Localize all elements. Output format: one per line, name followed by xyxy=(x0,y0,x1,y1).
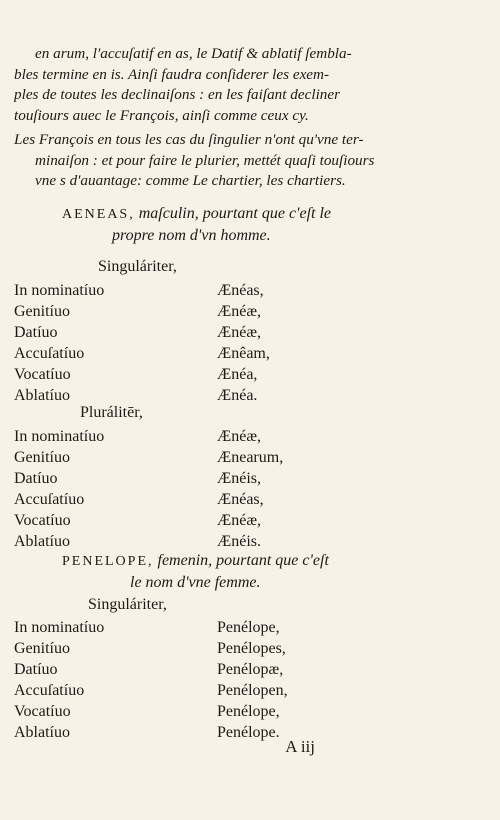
declension-row xyxy=(14,468,494,489)
case-name: Accuſatíuo xyxy=(14,491,85,508)
declension-row xyxy=(14,343,494,364)
case-name: Genitíuo xyxy=(14,303,70,320)
declension-row xyxy=(14,510,494,531)
case-form: Ænéæ, xyxy=(217,324,261,341)
penelope-heading-line2: le nom d'vne femme. xyxy=(130,574,261,591)
case-name: Genitíuo xyxy=(14,449,70,466)
case-form: Penélopen, xyxy=(217,682,288,699)
note-line: Les François en tous les cas du ſingulier n'ont qu'vne ter- xyxy=(14,131,364,148)
case-form: Ænêam, xyxy=(217,345,270,362)
case-form: Penélope. xyxy=(217,724,280,741)
case-name: Datíuo xyxy=(14,324,58,341)
intro-line: bles termine en is. Ainſi faudra conſiderer les exem- xyxy=(14,65,330,83)
case-form: Ænéa. xyxy=(217,387,258,404)
case-form: Penélopæ, xyxy=(217,661,284,678)
declension-row xyxy=(14,638,494,659)
case-name: In nominatíuo xyxy=(14,619,105,636)
case-form: Ænéis. xyxy=(217,533,261,550)
intro-line: en arum, l'accuſatif en as, le Datif & ablatif ſembla- xyxy=(35,45,352,62)
case-name: Vocatíuo xyxy=(14,366,71,383)
aeneas-heading-line2: propre nom d'vn homme. xyxy=(112,227,271,244)
case-form: Ænéa, xyxy=(217,366,258,383)
case-name: Ablatíuo xyxy=(14,533,70,550)
penelope-singular-label: Singuláriter, xyxy=(88,596,167,613)
declension-row xyxy=(14,701,494,722)
case-form: Ænéæ, xyxy=(217,428,261,445)
penelope-heading-text: femenin, pourtant que c'eſt xyxy=(157,552,329,569)
case-form: Ænéæ, xyxy=(217,512,261,529)
intro-line: ples de toutes les declinaiſons : en les faiſant decliner xyxy=(14,86,341,103)
case-name: Genitíuo xyxy=(14,640,70,657)
declension-row xyxy=(14,680,494,701)
note-line: minaiſon : et pour faire le plurier, mettét quaſi touſiours xyxy=(35,151,375,169)
case-name: Datíuo xyxy=(14,661,58,678)
case-name: Accuſatíuo xyxy=(14,345,85,362)
declension-row xyxy=(14,364,494,385)
declension-row xyxy=(14,301,494,322)
declension-row xyxy=(14,489,494,510)
case-form: Penélopes, xyxy=(217,640,286,657)
intro-line: touſiours auec le François, ainſi comme ceux cy. xyxy=(14,106,309,124)
intro-paragraph xyxy=(14,44,484,126)
case-form: Ænéas, xyxy=(217,282,264,299)
declension-row xyxy=(14,531,494,552)
declension-row xyxy=(14,447,494,468)
declension-row xyxy=(14,385,494,406)
case-name: Ablatíuo xyxy=(14,724,70,741)
note-line: vne s d'auantage: comme Le chartier, les chartiers. xyxy=(35,172,346,189)
case-form: Ænéas, xyxy=(217,491,264,508)
declension-row xyxy=(14,426,494,447)
case-form: Ænéæ, xyxy=(217,303,261,320)
aeneas-heading xyxy=(62,205,331,223)
case-form: Penélope, xyxy=(217,619,280,636)
case-form: Penélope, xyxy=(217,703,280,720)
declension-row xyxy=(14,280,494,301)
case-name: Vocatíuo xyxy=(14,703,71,720)
signature-mark: A iij xyxy=(285,737,315,756)
case-form: Ænearum, xyxy=(217,449,284,466)
declension-row xyxy=(14,659,494,680)
note-paragraph xyxy=(14,130,484,192)
case-name: In nominatíuo xyxy=(14,282,105,299)
penelope-heading xyxy=(62,552,329,570)
aeneas-name: AENEAS, xyxy=(62,207,135,222)
declension-row xyxy=(14,322,494,343)
aeneas-singular-label: Singuláriter, xyxy=(98,258,177,275)
declension-row xyxy=(14,722,494,743)
case-name: Datíuo xyxy=(14,470,58,487)
aeneas-plural-label: Plurálitēr, xyxy=(80,404,143,421)
declension-row xyxy=(14,617,494,638)
case-form: Ænéis, xyxy=(217,470,261,487)
case-name: Vocatíuo xyxy=(14,512,71,529)
penelope-name: PENELOPE, xyxy=(62,554,154,569)
case-name: In nominatíuo xyxy=(14,428,105,445)
case-name: Accuſatíuo xyxy=(14,682,85,699)
aeneas-heading-text: maſculin, pourtant que c'eſt le xyxy=(138,205,332,222)
case-name: Ablatíuo xyxy=(14,387,70,404)
